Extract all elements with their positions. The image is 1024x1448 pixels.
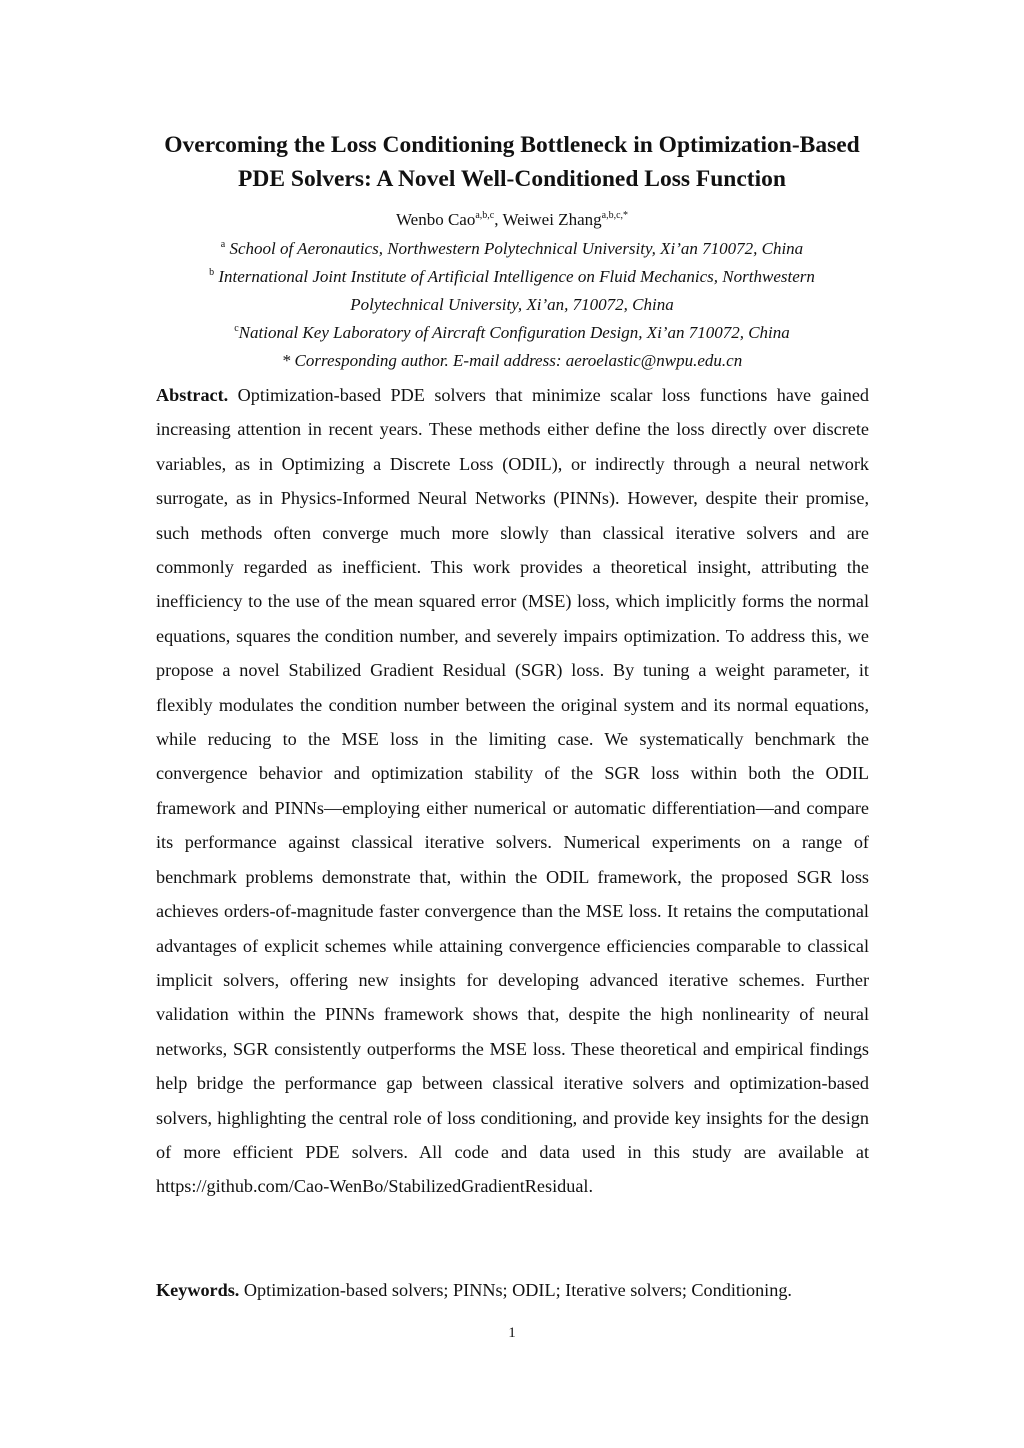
title-line-2: PDE Solvers: A Novel Well-Conditioned Loss Function xyxy=(238,166,786,192)
author-affiliation-marks: a,b,c,* xyxy=(601,210,629,221)
corresponding-author: * Corresponding author. E-mail address: aeroelastic@nwpu.edu.cn xyxy=(281,351,743,370)
abstract-label: Abstract. xyxy=(156,385,229,405)
affiliation-text: National Key Laboratory of Aircraft Configuration Design, Xi’an 710072, China xyxy=(238,323,790,342)
abstract-body: Optimization-based PDE solvers that minimize scalar loss functions have gained increasing attention in recent years. These methods either define the loss directly over discrete variables, as in Optimizing a Discrete Loss (ODIL), or indirectly through a neural network surrogate, as in Physics-Informed Neural Networks (PINNs). However, despite their promise, such methods often converge much more slowly than classical iterative solvers and are commonly regarded as inefficient. This work provides a theoretical insight, attributing the inefficiency to the use of the mean squared error (MSE) loss, which implicitly forms the normal equations, squares the condition number, and severely impairs optimization. To address this, we propose a novel Stabilized Gradient Residual (SGR) loss. By tuning a weight parameter, it flexibly modulates the condition number between the original system and its normal equations, while reducing to the MSE loss in the limiting case. We systematically benchmark the convergence behavior and optimization stability of the SGR loss within both the ODIL framework and PINNs—employing either numerical or automatic differentiation—and compare its performance against classical iterative solvers. Numerical experiments on a range of benchmark problems demonstrate that, within the ODIL framework, the proposed SGR loss achieves orders-of-magnitude faster convergence than the MSE loss. It retains the computational advantages of explicit schemes while attaining convergence efficiencies comparable to classical implicit solvers, offering new insights for developing advanced iterative schemes. Further validation within the PINNs framework shows that, despite the high nonlinearity of neural networks, SGR consistently outperforms the MSE loss. These theoretical and empirical findings help bridge the performance gap between classical iterative solvers and optimization-based solvers, highlighting the central role of loss conditioning, and provide key insights for the design of more efficient PDE solvers. All code and data used in this study are available at https://github.com/Cao-WenBo/StabilizedGradientResidual. xyxy=(156,385,869,1197)
author-affiliation-marks: a,b,c xyxy=(475,210,495,221)
affiliation-text: School of Aeronautics, Northwestern Polytechnical University, Xi’an 710072, China xyxy=(225,239,804,258)
keywords xyxy=(156,1273,869,1307)
title-line-1: Overcoming the Loss Conditioning Bottleneck in Optimization-Based xyxy=(164,132,860,158)
affiliation-marker: a xyxy=(220,239,226,250)
affiliation-a xyxy=(120,235,904,263)
affiliation-marker: b xyxy=(209,267,215,278)
affiliation-text-continued: Polytechnical University, Xi’an, 710072, China xyxy=(350,295,674,314)
corresponding-asterisk: * xyxy=(623,210,629,221)
keywords-label: Keywords. xyxy=(156,1280,240,1300)
author-list xyxy=(120,206,904,234)
affiliation-c xyxy=(120,319,904,347)
affiliation-text: International Joint Institute of Artificial Intelligence on Fluid Mechanics, Northwestern xyxy=(214,267,815,286)
affiliation-b xyxy=(120,263,904,319)
abstract xyxy=(156,378,869,1204)
affiliation-marker: c xyxy=(234,323,239,334)
author-name: Weiwei Zhang xyxy=(502,210,602,229)
author-name: Wenbo Cao xyxy=(395,210,476,229)
keywords-list: Optimization-based solvers; PINNs; ODIL; Iterative solvers; Conditioning. xyxy=(239,1280,792,1300)
paper-title xyxy=(120,128,904,196)
page-number: 1 xyxy=(508,1325,516,1341)
author-separator: , xyxy=(494,210,503,229)
